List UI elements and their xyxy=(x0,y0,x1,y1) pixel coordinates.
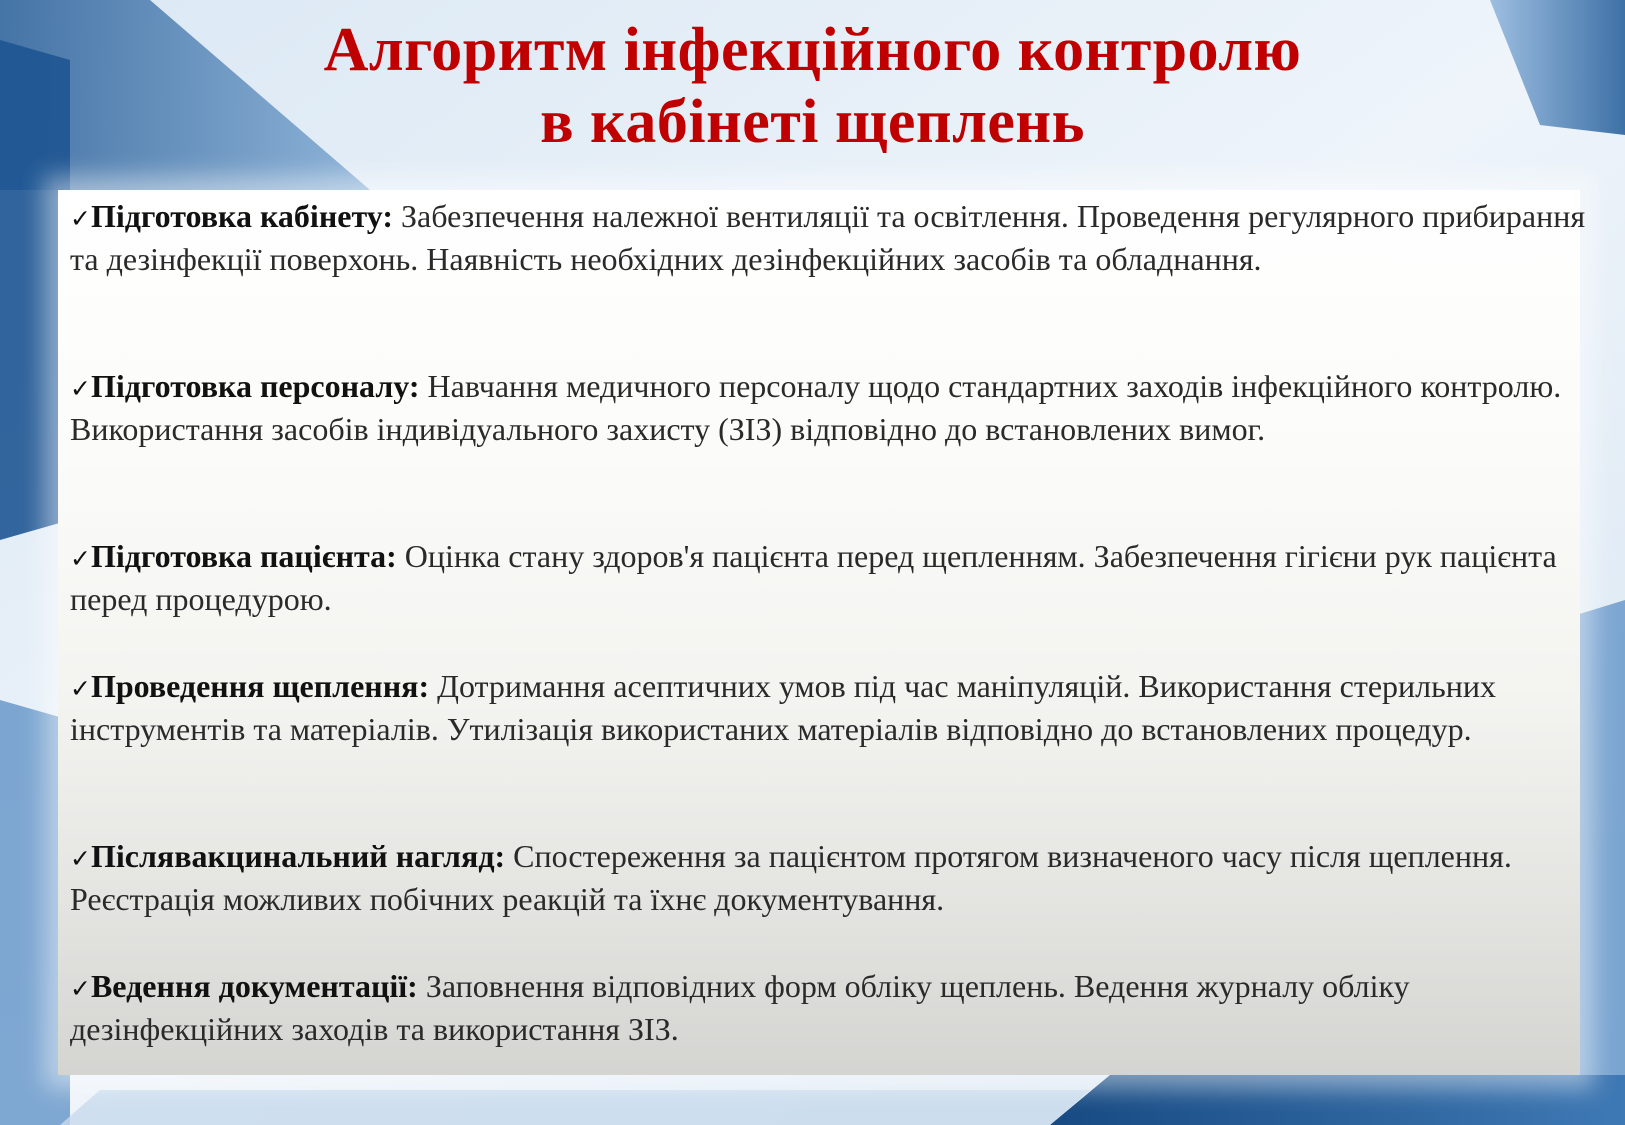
item-heading: Підготовка персоналу: xyxy=(90,368,420,404)
check-icon: ✓ xyxy=(70,374,91,403)
item-text: Забезпечення належної вентиляції та освітлення. Проведення регулярного прибирання та дезінфекції поверхонь. Наявність необхідних дезінфекційних засобів та обладнання. xyxy=(70,198,1586,277)
item-text: Оцінка стану здоров'я пацієнта перед щепленням. Забезпечення гігієни рук пацієнта перед процедурою. xyxy=(70,538,1557,617)
item-text: Заповнення відповідних форм обліку щеплень. Ведення журналу обліку дезінфекційних заходів та використання ЗІЗ. xyxy=(70,968,1410,1047)
item-text: Спостереження за пацієнтом протягом визначеного часу після щеплення. Реєстрація можливих побічних реакцій та їхнє документування. xyxy=(70,838,1512,917)
title-line-2: в кабінеті щеплень xyxy=(540,88,1085,156)
item-text: Навчання медичного персоналу щодо стандартних заходів інфекційного контролю. Використання засобів індивідуального захисту (ЗІЗ) відповідно до встановлених вимог. xyxy=(70,368,1562,447)
list-item xyxy=(70,836,1600,919)
decor-shape-bottom xyxy=(1050,1075,1625,1125)
check-icon: ✓ xyxy=(70,844,91,873)
check-icon: ✓ xyxy=(70,674,91,703)
check-icon: ✓ xyxy=(70,204,91,233)
list-item xyxy=(70,536,1600,619)
list-item xyxy=(70,666,1600,749)
item-heading: Післявакцинальний нагляд: xyxy=(90,838,506,874)
list-item xyxy=(70,366,1600,449)
item-heading: Підготовка кабінету: xyxy=(90,198,393,234)
item-heading: Проведення щеплення: xyxy=(90,668,430,704)
title-line-1: Алгоритм інфекційного контролю xyxy=(323,16,1302,84)
list-item xyxy=(70,966,1600,1049)
check-icon: ✓ xyxy=(70,544,91,573)
item-heading: Підготовка пацієнта: xyxy=(90,538,397,574)
content-panel xyxy=(58,190,1580,1075)
check-icon: ✓ xyxy=(70,974,91,1003)
page-title xyxy=(0,14,1625,158)
item-text: Дотримання асептичних умов під час маніпуляцій. Використання стерильних інструментів та матеріалів. Утилізація використаних матеріалів відповідно до встановлених процедур. xyxy=(70,668,1496,747)
list-item xyxy=(70,196,1600,279)
item-heading: Ведення документації: xyxy=(90,968,418,1004)
